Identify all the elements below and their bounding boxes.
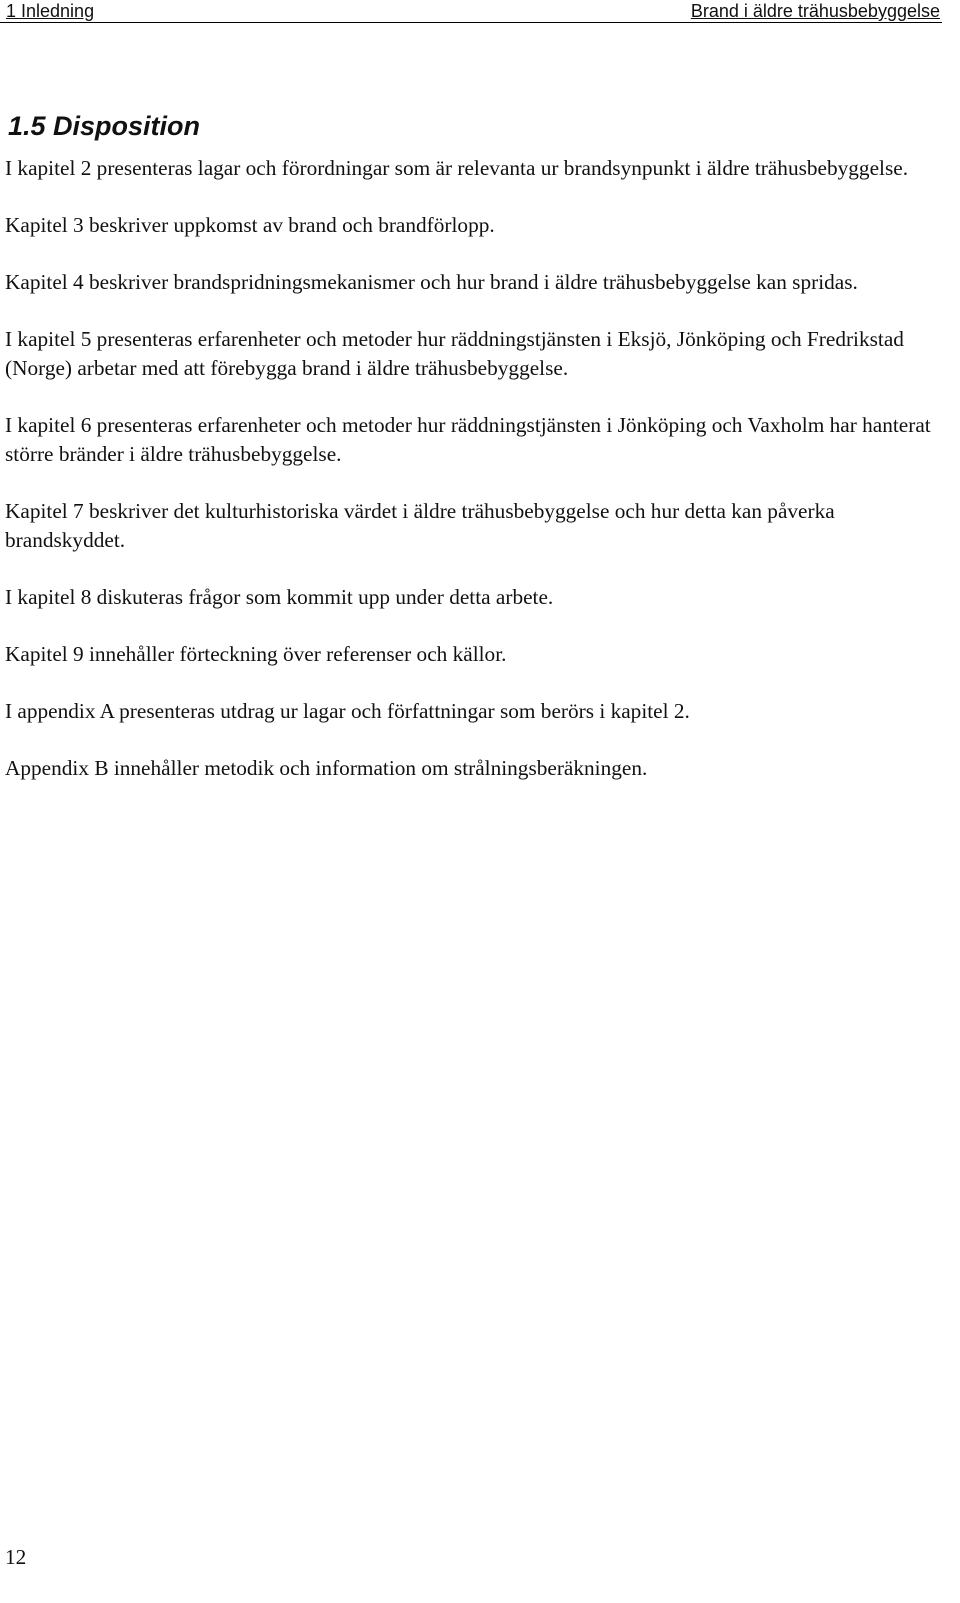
paragraph-chapter-6: I kapitel 6 presenteras erfarenheter och metoder hur räddningstjänsten i Jönköping och Vaxholm har hanterat större bränder i äldre trähusbebyggelse. (5, 413, 931, 466)
paragraph-chapter-9: Kapitel 9 innehåller förteckning över referenser och källor. (5, 642, 507, 666)
paragraph-chapter-3: Kapitel 3 beskriver uppkomst av brand och brandförlopp. (5, 213, 495, 237)
paragraph-chapter-8: I kapitel 8 diskuteras frågor som kommit upp under detta arbete. (5, 585, 554, 609)
paragraph-chapter-4: Kapitel 4 beskriver brandspridningsmekanismer och hur brand i äldre trähusbebyggelse kan spridas. (5, 270, 858, 294)
header-document-title: Brand i äldre trähusbebyggelse (690, 1, 940, 21)
paragraph-appendix-a: I appendix A presenteras utdrag ur lagar och författningar som berörs i kapitel 2. (5, 699, 690, 723)
paragraph-chapter-5: I kapitel 5 presenteras erfarenheter och metoder hur räddningstjänsten i Eksjö, Jönköping och Fredrikstad (Norge) arbetar med att förebygga brand i äldre trähusbebyggelse. (5, 327, 904, 380)
header-chapter: 1 Inledning (6, 1, 95, 21)
page-header (0, 0, 942, 23)
paragraph-appendix-b: Appendix B innehåller metodik och information om strålningsberäkningen. (5, 756, 648, 780)
section-body (5, 154, 945, 811)
paragraph-chapter-7: Kapitel 7 beskriver det kulturhistoriska värdet i äldre trähusbebyggelse och hur detta kan påverka brandskyddet. (5, 499, 835, 552)
paragraph-chapter-2: I kapitel 2 presenteras lagar och förordningar som är relevanta ur brandsynpunkt i äldre trähusbebyggelse. (5, 156, 909, 180)
page-number: 12 (5, 1545, 27, 1569)
section-heading: 1.5 Disposition (8, 111, 201, 141)
